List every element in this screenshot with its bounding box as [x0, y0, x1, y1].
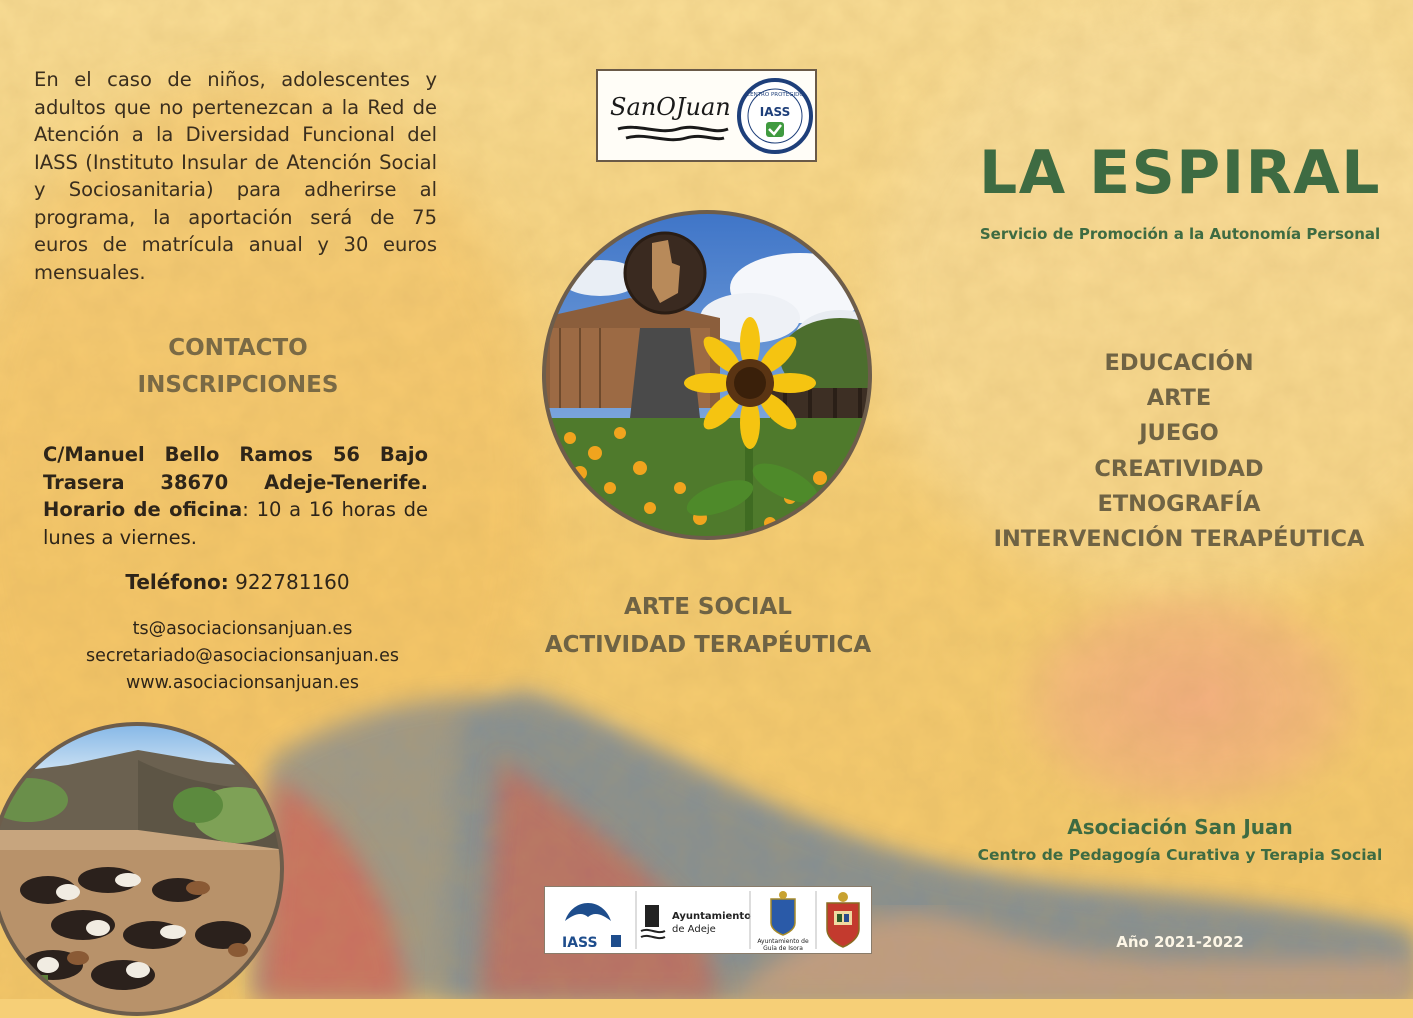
- contact-heading-line-2: INSCRIPCIONES: [137, 372, 339, 398]
- sunflower-monument-photo: [540, 208, 874, 542]
- address-block: [43, 441, 428, 551]
- email-link-secretariado[interactable]: secretariado@asociacionsanjuan.es: [86, 646, 399, 666]
- organization-name: Asociación San Juan: [1067, 815, 1293, 839]
- sanjuan-logo: [598, 71, 815, 160]
- iass-logo-icon: [562, 903, 621, 951]
- contact-heading-line-1: CONTACTO: [168, 335, 308, 361]
- sponsor-logos-strip: [545, 887, 871, 953]
- goats-photo: [0, 720, 286, 1018]
- phone-number[interactable]: 922781160: [228, 570, 350, 594]
- office-hours-label: Horario de oficina: [43, 498, 243, 521]
- topic-item: CREATIVIDAD: [1094, 455, 1264, 482]
- seal-brand-text: IASS: [759, 105, 791, 119]
- adeje-tower-icon: [641, 905, 665, 938]
- topic-item: EDUCACIÓN: [1104, 350, 1254, 376]
- organization-subtitle: Centro de Pedagogía Curativa y Terapia Social: [977, 846, 1383, 864]
- seal-top-text: CENTRO PROTEGIDO: [746, 92, 804, 98]
- address-text: C/Manuel Bello Ramos 56 Bajo Trasera 38670 Adeje-Tenerife.: [43, 443, 428, 494]
- office-hours-value: : 10 a 16 horas de lunes a viernes.: [43, 498, 428, 549]
- topic-item: ARTE: [1146, 385, 1212, 412]
- topic-item: INTERVENCIÓN TERAPÉUTICA: [993, 526, 1365, 553]
- intro-paragraph: En el caso de niños, adolescentes y adultos que no pertenezcan a la Red de Atención a la Diversidad Funcional del IASS (Instituto Insular de Atención Social y Sociosanitaria) para adherirse al programa, la aportación será de 75 euros de matrícula anual y 30 euros mensuales.: [34, 68, 437, 284]
- iass-logo-text: IASS: [562, 935, 598, 951]
- adeje-text-1: Ayuntamiento: [672, 911, 752, 922]
- email-link-ts[interactable]: ts@asociacionsanjuan.es: [132, 619, 353, 639]
- sponsor-logos: [544, 886, 872, 954]
- guia-isora-shield-icon: [771, 891, 795, 935]
- website-link[interactable]: www.asociacionsanjuan.es: [125, 673, 360, 693]
- guia-text-2: Guía de Isora: [763, 945, 803, 952]
- phone-line: [60, 570, 415, 594]
- brochure-title: LA ESPIRAL: [979, 138, 1381, 208]
- adeje-text-2: de Adeje: [672, 924, 716, 935]
- topics-list: [960, 346, 1398, 557]
- caption-actividad-terapeutica: ACTIVIDAD TERAPÉUTICA: [544, 632, 872, 658]
- year-label: Año 2021-2022: [1116, 933, 1244, 951]
- topic-item: JUEGO: [1139, 420, 1219, 447]
- brochure-subtitle: Servicio de Promoción a la Autonomía Personal: [979, 225, 1381, 243]
- sanjuan-logo-text: SanOJuan: [610, 93, 731, 121]
- iass-seal-icon: [739, 80, 811, 152]
- contact-heading: [110, 330, 366, 404]
- caption-arte-social: ARTE SOCIAL: [624, 594, 792, 620]
- guia-text-1: Ayuntamiento de: [757, 938, 809, 945]
- middle-caption: [520, 588, 896, 664]
- phone-label: Teléfono:: [125, 570, 229, 594]
- canarias-shield-icon: [827, 892, 859, 947]
- san-juan-logo-box: [596, 69, 817, 162]
- topic-item: ETNOGRAFÍA: [1097, 490, 1261, 517]
- contact-links: [40, 616, 445, 697]
